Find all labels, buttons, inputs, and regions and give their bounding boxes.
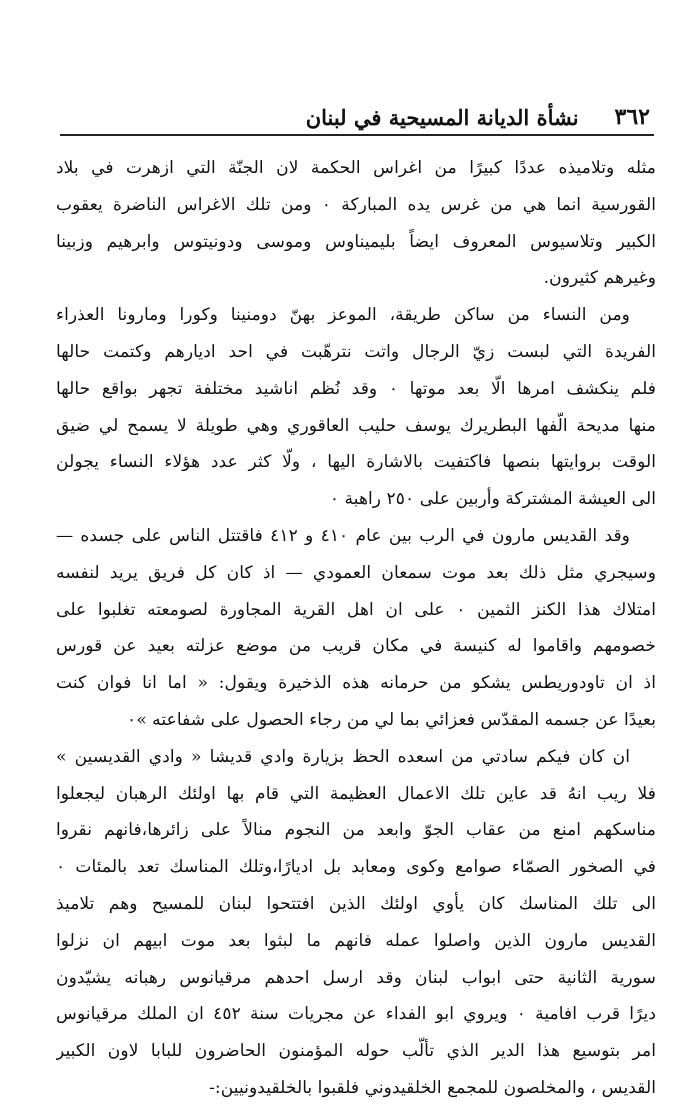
paragraph-4 bbox=[56, 739, 656, 1107]
page-number: ٣٦٢ bbox=[614, 104, 650, 130]
text-line: القديس ، والمخلصون للمجمع الخلقيدوني فلقبوا بالخلقيدونيين:- bbox=[209, 1077, 656, 1098]
text-line: وغيرهم كثيرون. bbox=[543, 268, 656, 289]
text-line: امر بتوسيع هذا الدير الذي تألّب حوله المؤمنون الحاضرون للبابا لاون الكبير bbox=[56, 1041, 656, 1062]
text-line: الوقت بروايتها بنصها فاكتفيت بالاشارة اليها ، ولّا كثر عدد هؤلاء النساء يجولن bbox=[56, 452, 656, 473]
paragraph-3 bbox=[56, 518, 656, 739]
text-line: الى تلك المناسك كان يأوي اولئك الذين افتتحوا لبنان للمسيح وهم تلاميذ bbox=[56, 893, 656, 914]
text-line: وقد القديس مارون في الرب بين عام ٤١٠ و ٤١٢ فاقتتل الناس على جسده — bbox=[56, 525, 630, 546]
text-line: بعيدًا عن جسمه المقدّس فعزائي بما لي من رجاء الحصول على شفاعته »٠ bbox=[126, 709, 656, 730]
text-line: فلم ينكشف امرها الّا بعد موتها ٠ وقد نُظم اناشيد مختلفة تجهر بواقع حالها bbox=[56, 378, 656, 399]
text-line: خصومهم واقاموا له كنيسة في مكان قريب من موضع عزلته بعيد عن قورس bbox=[56, 636, 656, 657]
text-line: مناسكهم امنع من عقاب الجوّ وابعد من النجوم منالاً على زائرها،فانهم نقروا bbox=[56, 820, 656, 841]
text-line: الكبير وتلاسيوس المعروف ايضاً بليميناوس وموسى ودونيتوس وابرهيم وزبينا bbox=[56, 231, 656, 252]
text-line: منها مديحة الّفها البطريرك يوسف حليب العاقوري وهي طويلة لا يسمح لي ضيق bbox=[56, 415, 656, 436]
text-line: القديس مارون الذين واصلوا عمله فانهم ما لبثوا بعد موت ابيهم ان نزلوا bbox=[56, 930, 656, 951]
text-line: سورية الثانية حتى ابواب لبنان وقد ارسل احدهم مرقيانوس رهبانه يشيّدون bbox=[56, 967, 656, 988]
text-line: اذ ان تاودوريطس يشكو من حرمانه هذه الذخيرة ويقول: « اما انا فوان كنت bbox=[56, 673, 656, 694]
text-line: فلا ريب انهُ قد عاين تلك الاعمال العظيمة التي قام بها اولئك الرهبان ليجعلوا bbox=[56, 783, 656, 804]
text-line: الفريدة التي لبست زيّ الرجال واتت نترهّبت في احد اديارهم وكتمت حالها bbox=[56, 341, 656, 362]
body-text bbox=[56, 150, 656, 1107]
text-line: وسيجري مثل ذلك بعد موت سمعان العمودي — اذ كان كل فريق يريد لنفسه bbox=[56, 562, 656, 583]
text-line: ديرًا قرب افامية ٠ ويروي ابو الفداء عن مجريات سنة ٤٥٢ ان الملك مرقيانوس bbox=[56, 1004, 656, 1025]
text-line: في الصخور الصمّاء صوامع وكوى ومعابد بل اديارًا،وتلك المناسك تعد بالمئات ٠ bbox=[56, 857, 656, 878]
text-line: مثله وتلاميذه عددًا كبيرًا من اغراس الحكمة لان الجنّة التي ازهرت في بلاد bbox=[56, 158, 656, 178]
running-title: نشأة الديانة المسيحية في لبنان bbox=[305, 104, 579, 130]
text-line: ومن النساء من ساكن طريقة، الموعز بهنّ دومنينا وكورا ومارونا العذراء bbox=[56, 305, 630, 326]
page-header bbox=[60, 100, 654, 136]
text-line: امتلاك هذا الكنز الثمين ٠ على ان اهل القرية المجاورة لصومعته تغلبوا على bbox=[56, 599, 656, 620]
text-line: الى العيشة المشتركة وأربين على ٢٥٠ راهبة ٠ bbox=[329, 489, 656, 510]
text-line: ان كان فيكم سادتي من اسعده الحظ بزيارة وادي قديشا « وادي القديسين » bbox=[56, 746, 630, 767]
text-line: القورسية انما هي من غرس يده المباركة ٠ ومن تلك الاغراس الناضرة يعقوب bbox=[56, 194, 656, 215]
paragraph-1 bbox=[56, 150, 656, 297]
paragraph-2 bbox=[56, 297, 656, 518]
